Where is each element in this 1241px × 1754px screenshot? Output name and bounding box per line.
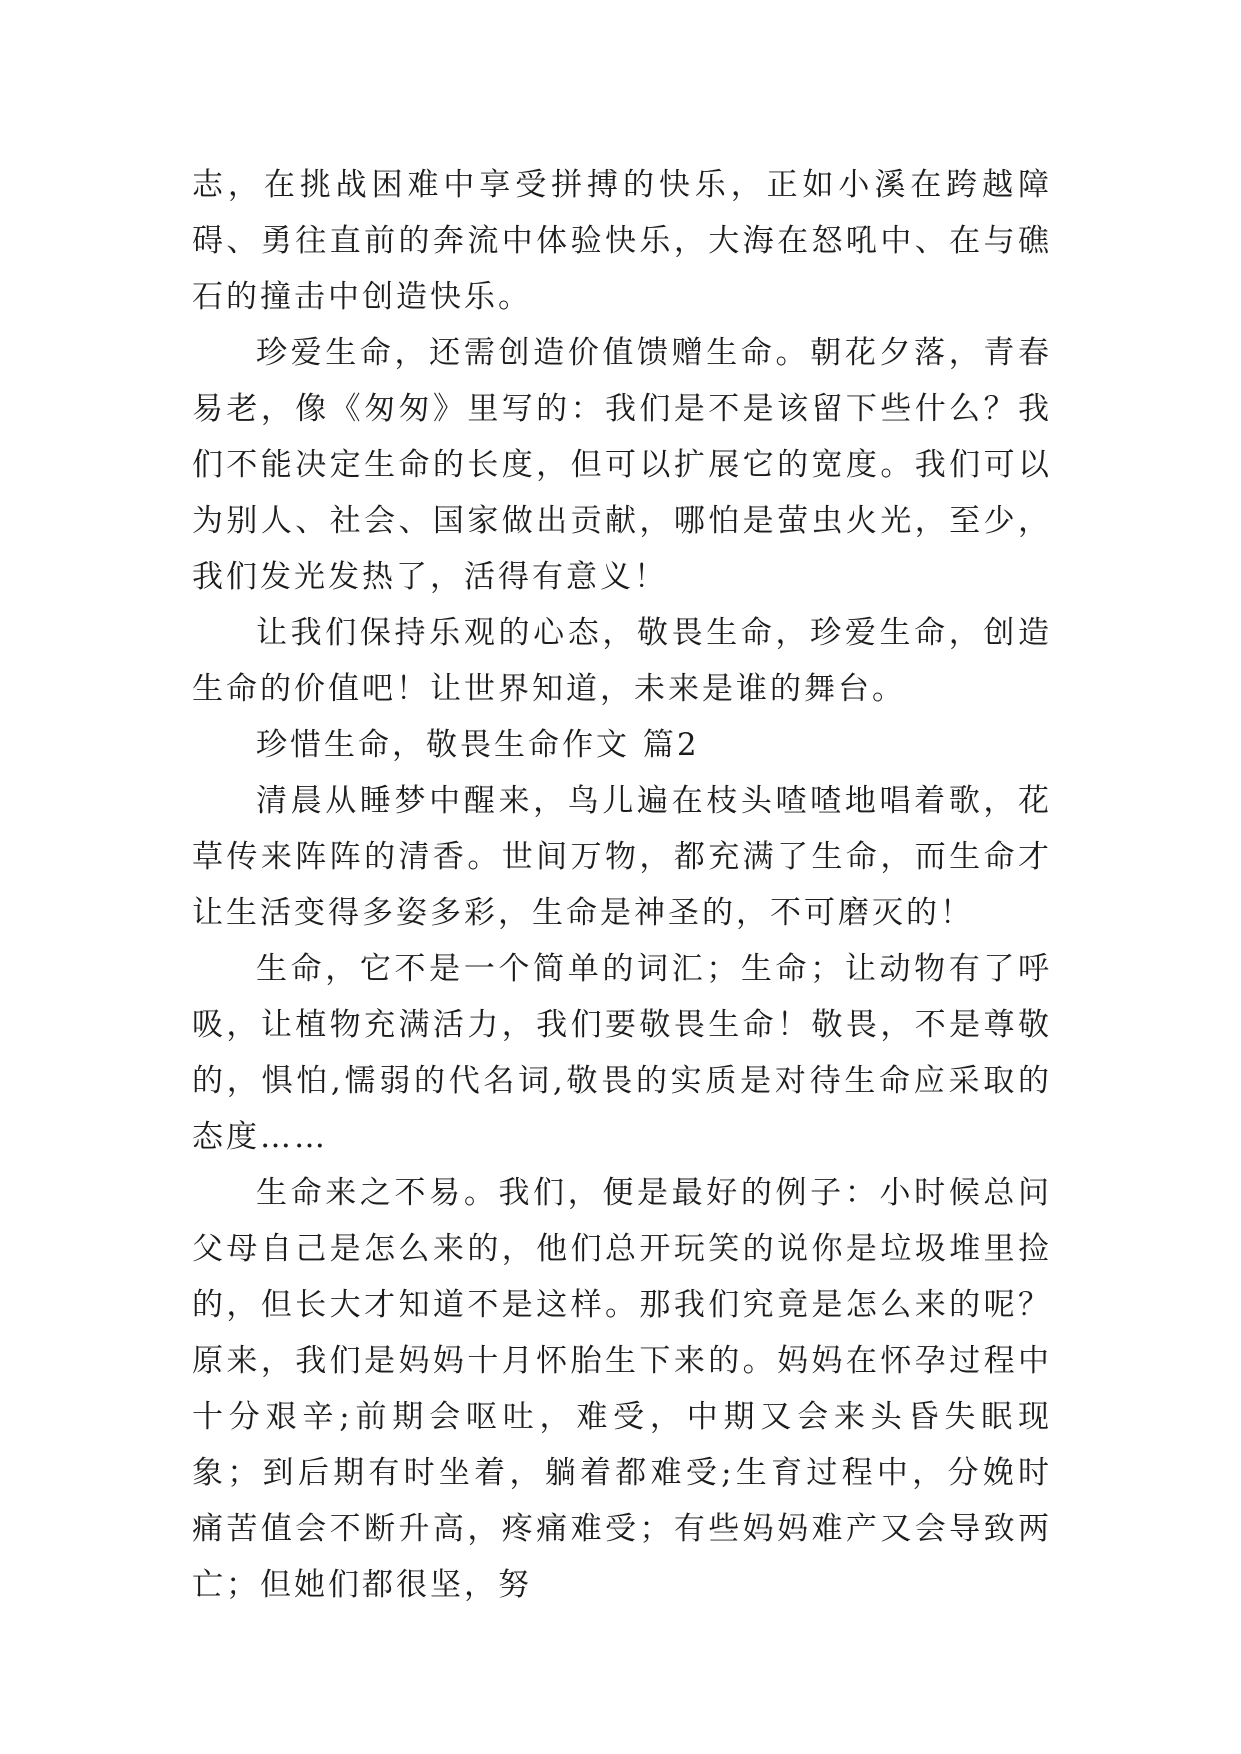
paragraph-6: 生命来之不易。我们，便是最好的例子：小时候总问父母自己是怎么来的，他们总开玩笑的说你是垃圾堆里捡的，但长大才知道不是这样。那我们究竟是怎么来的呢？原来，我们是妈妈十月怀胎生下来的。妈妈在怀孕过程中十分艰辛;前期会呕吐，难受，中期又会来头昏失眠现象；到后期有时坐着，躺着都难受;生育过程中，分娩时痛苦值会不断升高，疼痛难受；有些妈妈难产又会导致两亡；但她们都很坚，努 <box>192 1175 1052 1603</box>
paragraph-3: 让我们保持乐观的心态，敬畏生命，珍爱生命，创造生命的价值吧！让世界知道，未来是谁的舞台。 <box>192 615 1052 707</box>
paragraph-5: 生命，它不是一个简单的词汇；生命；让动物有了呼吸，让植物充满活力，我们要敬畏生命！敬畏，不是尊敬的，惧怕,懦弱的代名词,敬畏的实质是对待生命应采取的态度…… <box>192 951 1052 1155</box>
paragraph-4: 清晨从睡梦中醒来，鸟儿遍在枝头喳喳地唱着歌，花草传来阵阵的清香。世间万物，都充满了生命，而生命才让生活变得多姿多彩，生命是神圣的，不可磨灭的！ <box>192 783 1052 931</box>
paragraph-2: 珍爱生命，还需创造价值馈赠生命。朝花夕落，青春易老，像《匆匆》里写的：我们是不是该留下些什么？我们不能决定生命的长度，但可以扩展它的宽度。我们可以为别人、社会、国家做出贡献，哪怕是萤虫火光，至少，我们发光发热了，活得有意义！ <box>192 335 1052 595</box>
section-heading: 珍惜生命，敬畏生命作文 篇2 <box>256 727 700 763</box>
paragraph-1: 志，在挑战困难中享受拼搏的快乐，正如小溪在跨越障碍、勇往直前的奔流中体验快乐，大海在怒吼中、在与礁石的撞击中创造快乐。 <box>192 167 1052 315</box>
document-body <box>192 157 1052 1613</box>
